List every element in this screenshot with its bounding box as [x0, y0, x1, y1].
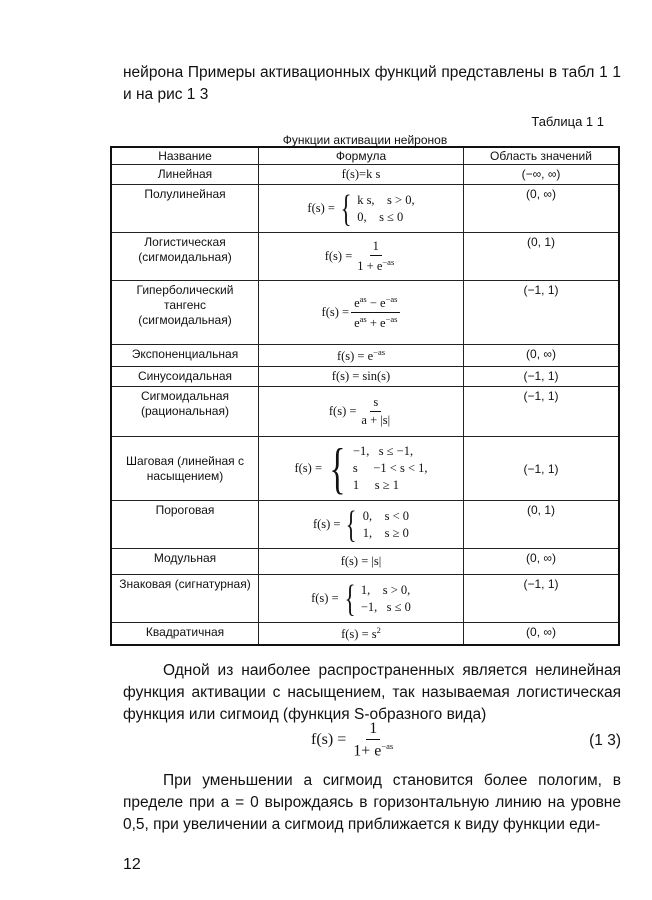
- body-paragraph: Одной из наиболее распространенных является нелинейная функция активации с насыщением, так называемая логистическая функция или сигмоид (функция S-образного вида): [123, 662, 621, 723]
- row-range: (−1, 1): [464, 437, 620, 501]
- table-row: [111, 623, 619, 646]
- case-line: 1 s ≥ 1: [352, 478, 399, 493]
- table-row: [111, 549, 619, 575]
- fraction: [351, 294, 400, 331]
- denominator: $1+ e^{-as}$: [353, 741, 394, 760]
- case-line: 0, s < 0: [362, 508, 410, 523]
- row-formula: f(s)=k s: [259, 165, 464, 185]
- row-range: (−∞, ∞): [464, 165, 620, 185]
- table-row: [111, 233, 619, 281]
- row-name: Линейная: [111, 165, 259, 185]
- fraction: [354, 239, 397, 274]
- case-line: 0, s ≤ 0: [357, 209, 404, 224]
- table-row: [111, 345, 619, 367]
- row-formula: [259, 437, 464, 501]
- table-row: [111, 281, 619, 345]
- formula-lhs: f(s) =: [311, 731, 347, 749]
- table-row: [111, 367, 619, 387]
- denominator: a + |s|: [361, 413, 391, 428]
- row-formula: [259, 501, 464, 549]
- row-range: (0, ∞): [464, 345, 620, 367]
- numerator: $e^{as} - e^{-as}$: [351, 294, 400, 313]
- row-name: Синусоидальная: [111, 367, 259, 387]
- case-line: −1, s ≤ 0: [360, 599, 411, 614]
- row-name: Знаковая (сигнатурная): [111, 575, 259, 623]
- row-formula: f(s) = sin(s): [259, 367, 464, 387]
- row-name: Пороговая: [111, 501, 259, 549]
- table-header-row: [111, 147, 619, 165]
- equation-block: [123, 720, 621, 760]
- row-range: (−1, 1): [464, 387, 620, 437]
- formula-lhs: f(s) =: [312, 517, 341, 532]
- page-number: 12: [123, 856, 141, 873]
- row-formula: [259, 185, 464, 233]
- table-number: Таблица 1 1: [531, 114, 604, 129]
- formula-lhs: f(s) =: [311, 591, 339, 606]
- equation-number: (1 3): [589, 732, 621, 749]
- left-brace-icon: {: [346, 503, 358, 546]
- header-formula: Формула: [259, 147, 464, 165]
- row-name: Шаговая (линейная с насыщением): [111, 437, 259, 501]
- formula-lhs: f(s) =: [324, 249, 353, 263]
- case-line: 1, s > 0,: [360, 582, 411, 597]
- row-range: (−1, 1): [464, 575, 620, 623]
- table-row: [111, 185, 619, 233]
- numerator: 1: [370, 239, 382, 256]
- numerator: s: [370, 395, 381, 412]
- denominator: $e^{as} + e^{-as}$: [354, 314, 398, 331]
- row-name: Логистическая (сигмоидальная): [111, 233, 259, 281]
- table-row: [111, 575, 619, 623]
- row-formula: [259, 281, 464, 345]
- activation-functions-table: [110, 146, 620, 646]
- equation: [311, 720, 396, 760]
- row-formula: [259, 387, 464, 437]
- table-caption: Функции активации нейронов: [282, 133, 448, 147]
- table-row: [111, 387, 619, 437]
- formula-lhs: f(s) =: [328, 404, 357, 419]
- row-name: Экспоненциальная: [111, 345, 259, 367]
- header-name: Название: [111, 147, 259, 165]
- formula-lhs: f(s) =: [307, 201, 335, 215]
- body-paragraph: При уменьшении a сигмоид становится более пологим, в пределе при a = 0 вырождаясь в горизонтальную линию на уровне 0,5, при увеличении a сигмоид приближается к виду функции еди-: [123, 772, 621, 833]
- row-range: (−1, 1): [464, 367, 620, 387]
- denominator: $1 + e^{-as}$: [357, 256, 395, 274]
- table-row: [111, 501, 619, 549]
- case-line: −1, s ≤ −1,: [352, 444, 414, 459]
- row-range: (0, ∞): [464, 623, 620, 646]
- formula-lhs: f(s) =: [294, 461, 322, 476]
- case-line: 1, s ≥ 0: [362, 525, 409, 540]
- row-name: Квадратичная: [111, 623, 259, 646]
- case-line: k s, s > 0,: [357, 192, 415, 207]
- row-formula: [259, 575, 464, 623]
- left-brace-icon: {: [340, 187, 352, 230]
- row-range: (−1, 1): [464, 281, 620, 345]
- row-formula: [259, 233, 464, 281]
- row-formula: f(s) = |s|: [259, 549, 464, 575]
- fraction: [350, 720, 396, 760]
- intro-paragraph: нейрона Примеры активационных функций представлены в табл 1 1 и на рис 1 3: [123, 64, 621, 103]
- table-row: [111, 437, 619, 501]
- row-range: (0, ∞): [464, 185, 620, 233]
- header-range: Область значений: [464, 147, 620, 165]
- left-brace-icon: {: [344, 577, 356, 620]
- row-range: (0, ∞): [464, 549, 620, 575]
- numerator: 1: [366, 720, 380, 740]
- row-formula: $f(s) = s^2$: [259, 623, 464, 646]
- fraction: [358, 395, 393, 428]
- row-range: (0, 1): [464, 501, 620, 549]
- row-formula: $f(s) = e^{-as}$: [259, 345, 464, 367]
- left-brace-icon: {: [329, 437, 346, 500]
- table-row: [111, 165, 619, 185]
- row-name: Гиперболический тангенс (сигмоидальная): [111, 281, 259, 345]
- row-name: Полулинейная: [111, 185, 259, 233]
- case-line: s −1 < s < 1,: [352, 461, 428, 476]
- row-name: Модульная: [111, 549, 259, 575]
- formula-lhs: f(s) =: [321, 305, 350, 319]
- row-range: (0, 1): [464, 233, 620, 281]
- row-name: Сигмоидальная (рациональная): [111, 387, 259, 437]
